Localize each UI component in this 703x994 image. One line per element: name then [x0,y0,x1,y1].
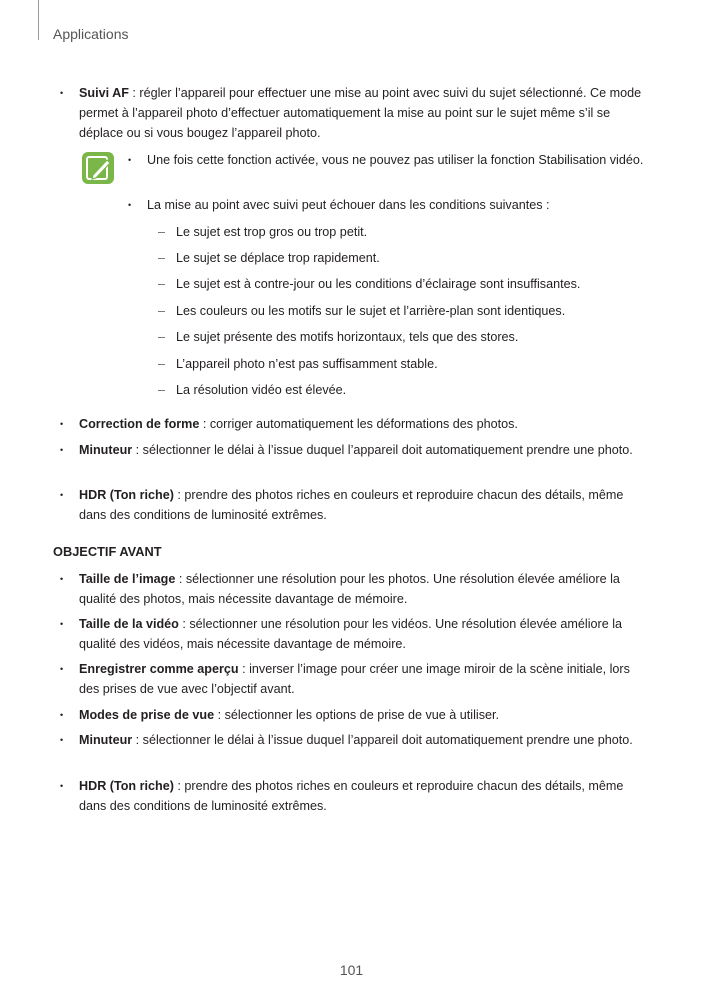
option-enregistrer-apercu [79,659,651,699]
option-minuteur [79,440,651,460]
option-term: HDR (Ton riche) [79,779,174,793]
section-header: Applications [53,26,129,42]
option-description: : sélectionner les options de prise de vue à utiliser. [214,708,499,722]
condition-item: – Le sujet est trop gros ou trop petit. [176,222,646,242]
note-item: • Une fois cette fonction activée, vous ne pouvez pas utiliser la fonction Stabilisation vidéo. [147,150,647,170]
option-minuteur-front [79,730,651,750]
option-description: : prendre des photos riches en couleurs et reproduire chacun des détails, même dans des conditions de luminosité extrêmes. [79,488,624,522]
option-term: Suivi AF [79,86,129,100]
option-term: Taille de la vidéo [79,617,179,631]
option-term: Minuteur [79,443,133,457]
option-taille-video [79,614,651,654]
option-description: : inverser l’image pour créer une image miroir de la scène initiale, lors des prises de vue avec l’objectif avant. [79,662,630,696]
page-number: 101 [339,962,364,978]
option-correction-forme [79,414,651,434]
option-description: : prendre des photos riches en couleurs et reproduire chacun des détails, même dans des conditions de luminosité extrêmes. [79,779,624,813]
option-taille-image [79,569,651,609]
option-term: HDR (Ton riche) [79,488,174,502]
section-title-front: OBJECTIF AVANT [53,544,162,559]
condition-item: – L’appareil photo n’est pas suffisamment stable. [176,354,646,374]
option-term: Minuteur [79,733,133,747]
note-pencil-icon [81,151,115,185]
condition-item: – La résolution vidéo est élevée. [176,380,646,400]
option-suivi-af [79,83,651,143]
option-hdr-front [79,776,651,816]
option-description: : sélectionner une résolution pour les vidéos. Une résolution élevée améliore la qualité des vidéos, mais nécessite davantage de mémoire. [79,617,622,651]
option-term: Taille de l’image [79,572,176,586]
option-description: : sélectionner une résolution pour les photos. Une résolution élevée améliore la qualité des photos, mais nécessite davantage de mémoire. [79,572,620,606]
condition-item: – Le sujet se déplace trop rapidement. [176,248,646,268]
option-term: Modes de prise de vue [79,708,215,722]
condition-item: – Le sujet présente des motifs horizontaux, tels que des stores. [176,327,646,347]
option-description: : régler l’appareil pour effectuer une mise au point avec suivi du sujet sélectionné. Ce mode permet à l’appareil photo d’effectuer automatiquement la mise au point sur le sujet même s’il se déplace ou si vous bougez l’appareil photo. [79,86,642,140]
option-description: : sélectionner le délai à l’issue duquel l’appareil doit automatiquement prendre une photo. [132,443,633,457]
page-edge-line [38,0,39,40]
option-modes-prise-vue [79,705,651,725]
option-description: : sélectionner le délai à l’issue duquel l’appareil doit automatiquement prendre une photo. [132,733,633,747]
option-term: Enregistrer comme aperçu [79,662,239,676]
condition-item: – Les couleurs ou les motifs sur le sujet et l’arrière-plan sont identiques. [176,301,646,321]
option-hdr [79,485,651,525]
option-term: Correction de forme [79,417,200,431]
note-item: • La mise au point avec suivi peut échouer dans les conditions suivantes : [147,195,647,215]
option-description: : corriger automatiquement les déformations des photos. [199,417,518,431]
condition-item: – Le sujet est à contre-jour ou les conditions d’éclairage sont insuffisantes. [176,274,646,294]
